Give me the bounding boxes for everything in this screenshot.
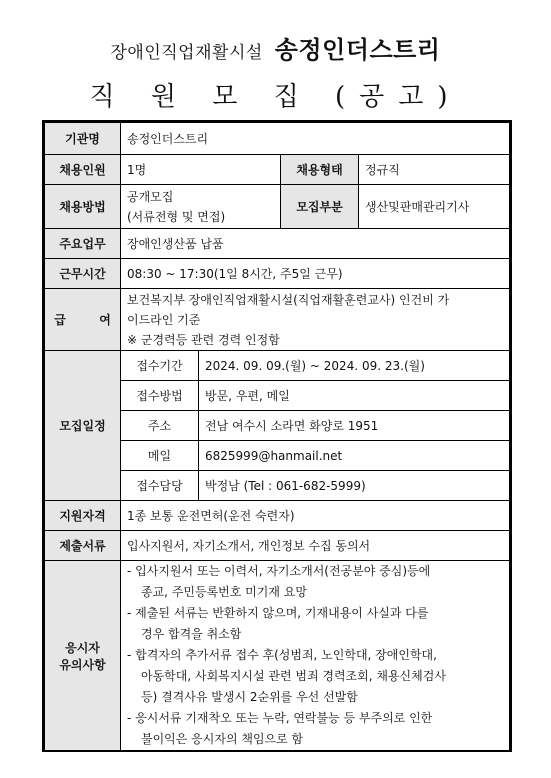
- hours-value: 08:30 ~ 17:30(1일 8시간, 주5일 근무): [121, 259, 510, 289]
- schedule-item-value: 박정남 (Tel : 061-682-5999): [199, 471, 510, 501]
- notes-line: 불이익은 응시자의 책임으로 함: [141, 732, 304, 746]
- row-salary: [45, 289, 510, 351]
- schedule-item-label: 메일: [121, 441, 199, 471]
- documents-value: 입사지원서, 자기소개서, 개인정보 수집 동의서: [121, 531, 510, 561]
- schedule-item-value: 방문, 우편, 메일: [199, 381, 510, 411]
- org-type: 장애인직업재활시설: [110, 43, 263, 63]
- employment-type-value: 정규직: [359, 155, 510, 185]
- row-duty: [45, 229, 510, 259]
- method-value: [121, 185, 281, 229]
- schedule-item-label: 접수방법: [121, 381, 199, 411]
- notes-line: - 제출된 서류는 반환하지 않으며, 기재내용이 사실과 다를: [127, 606, 429, 620]
- notes-line: - 입사지원서 또는 이력서, 자기소개서(전공분야 중심)등에: [127, 564, 431, 578]
- salary-line3: ※ 군경력등 관련 경력 인정함: [127, 332, 280, 347]
- headcount-value: 1명: [121, 155, 281, 185]
- org-name: 송정인더스트리: [274, 35, 441, 64]
- notes-line: 경우 합격을 취소함: [141, 627, 242, 641]
- notes-value: [121, 561, 510, 751]
- agency-label: 기관명: [45, 123, 121, 155]
- notes-label-line2: 유의사항: [59, 657, 106, 672]
- row-agency: [45, 123, 510, 155]
- duty-value: 장애인생산품 납품: [121, 229, 510, 259]
- row-notes: [45, 561, 510, 751]
- schedule-item-label: 접수기간: [121, 351, 199, 381]
- agency-value: 송정인더스트리: [121, 123, 510, 155]
- schedule-item-label: 접수담당: [121, 471, 199, 501]
- schedule-item-value: 2024. 09. 09.(월) ~ 2024. 09. 23.(월): [199, 351, 510, 381]
- headcount-label: 채용인원: [45, 155, 121, 185]
- qualification-value: 1종 보통 운전면허(운전 숙련자): [121, 501, 510, 531]
- row-method: [45, 185, 510, 229]
- row-hours: [45, 259, 510, 289]
- notes-line: - 합격자의 추가서류 접수 후(성범죄, 노인학대, 장애인학대,: [127, 648, 437, 662]
- row-documents: [45, 531, 510, 561]
- notes-line: 아동학대, 사회복지시설 관련 범죄 경력조회, 채용신체검사: [141, 669, 446, 683]
- header-line: [0, 30, 551, 65]
- field-label: 모집부분: [281, 185, 359, 229]
- recruitment-table: [42, 120, 512, 752]
- row-headcount: [45, 155, 510, 185]
- notes-line: - 응시서류 기재착오 또는 누락, 연락불능 등 부주의로 인한: [127, 711, 433, 725]
- method-value-line1: 공개모집: [127, 189, 174, 204]
- row-schedule-period: [45, 351, 510, 381]
- salary-label: 급 여: [45, 289, 121, 351]
- notes-label: [45, 561, 121, 751]
- salary-line1: 보건복지부 장애인직업재활시설(직업재활훈련교사) 인건비 가: [127, 292, 450, 307]
- schedule-label: 모집일정: [45, 351, 121, 501]
- salary-line2: 이드라인 기준: [127, 312, 201, 327]
- salary-value: [121, 289, 510, 351]
- schedule-item-label: 주소: [121, 411, 199, 441]
- qualification-label: 지원자격: [45, 501, 121, 531]
- notes-line: 종교, 주민등록번호 미기재 요망: [141, 585, 307, 599]
- documents-label: 제출서류: [45, 531, 121, 561]
- hours-label: 근무시간: [45, 259, 121, 289]
- row-qualification: [45, 501, 510, 531]
- schedule-item-value: 6825999@hanmail.net: [199, 441, 510, 471]
- duty-label: 주요업무: [45, 229, 121, 259]
- method-value-line2: (서류전형 및 면접): [127, 209, 226, 224]
- notes-line: 등) 결격사유 발생시 2순위를 우선 선발함: [141, 690, 358, 704]
- schedule-item-value: 전남 여수시 소라면 화양로 1951: [199, 411, 510, 441]
- field-value: 생산및판매관리기사: [359, 185, 510, 229]
- method-label: 채용방법: [45, 185, 121, 229]
- page-title: 직 원 모 집 (공고): [89, 82, 462, 112]
- employment-type-label: 채용형태: [281, 155, 359, 185]
- notes-label-line1: 응시자: [65, 640, 100, 655]
